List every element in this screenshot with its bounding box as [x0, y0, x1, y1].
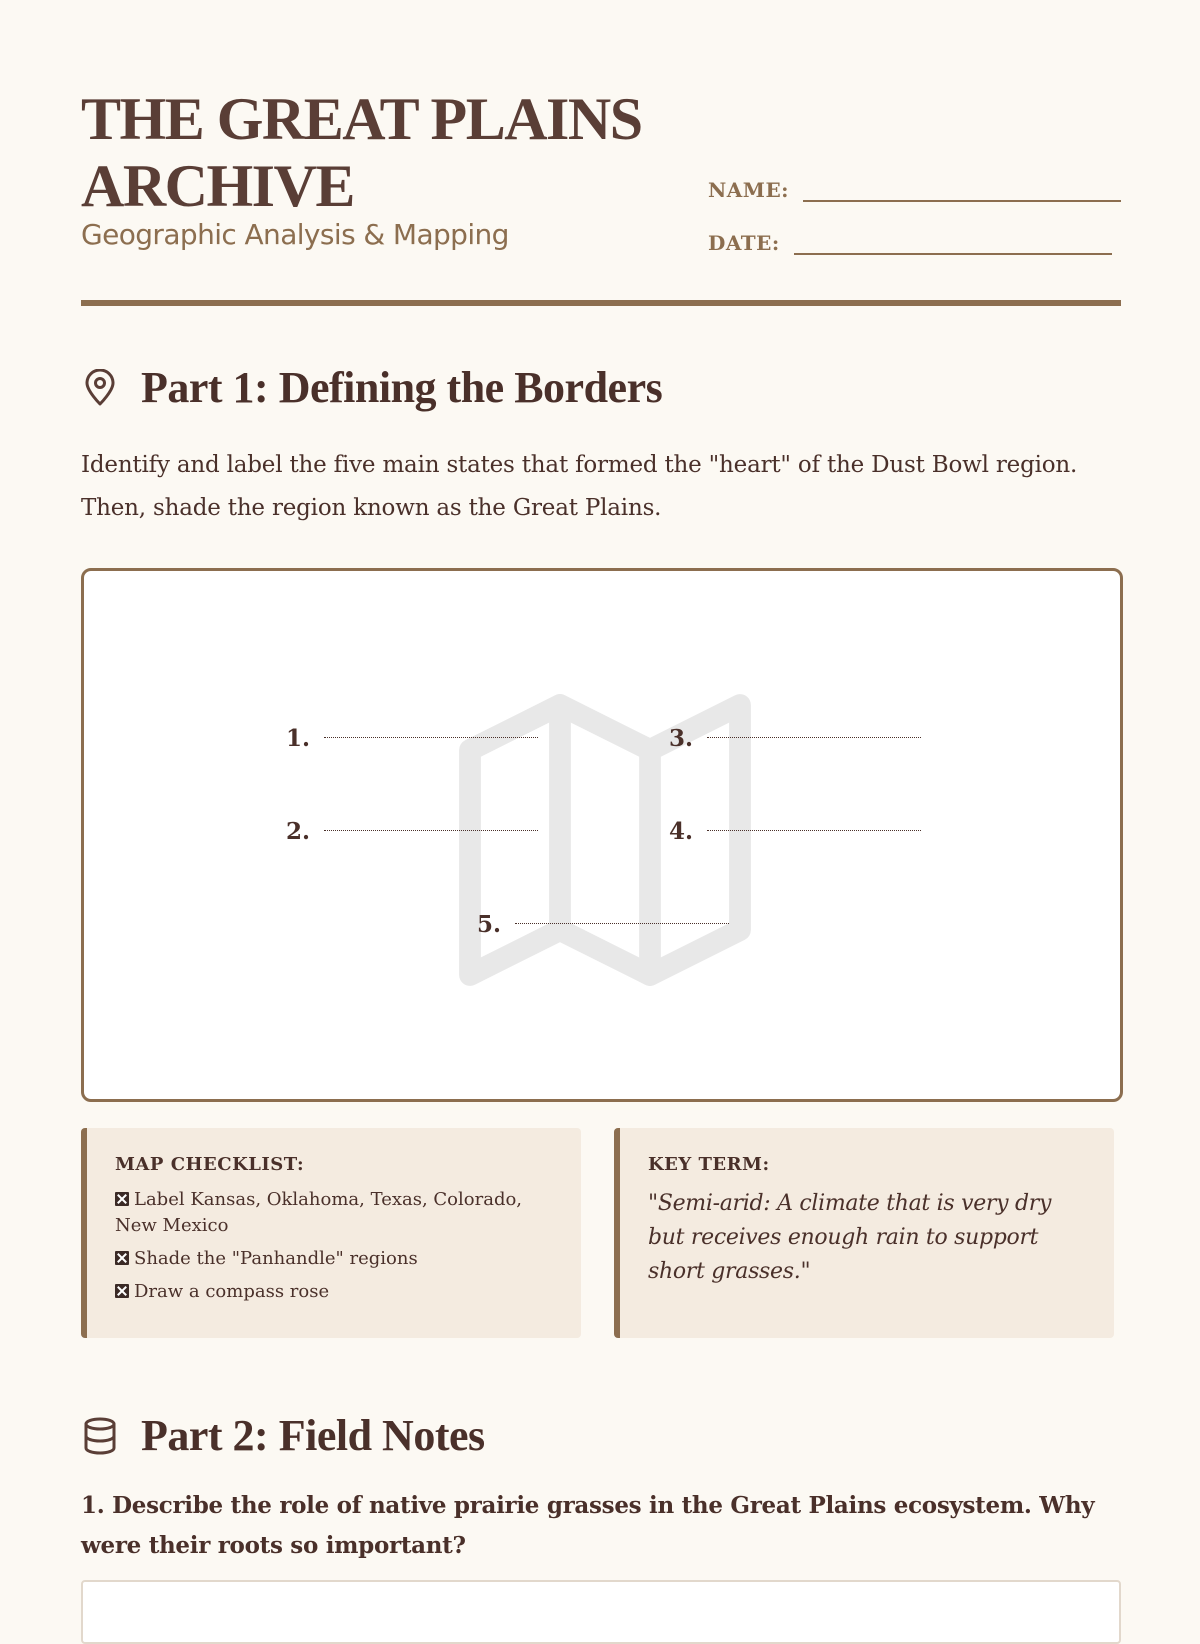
blank-line[interactable] — [707, 737, 921, 738]
key-term-card — [614, 1128, 1114, 1338]
checklist-item[interactable] — [115, 1279, 551, 1305]
map-pin-icon — [81, 369, 119, 407]
blank-number: 3. — [669, 725, 694, 752]
state-blank-5[interactable] — [477, 911, 729, 938]
blank-line[interactable] — [324, 830, 538, 831]
checklist-item-label: Draw a compass rose — [134, 1281, 330, 1302]
map-drawing-area[interactable] — [81, 568, 1123, 1102]
checklist-item[interactable] — [115, 1246, 551, 1272]
blank-line[interactable] — [707, 830, 921, 831]
checklist-heading: MAP CHECKLIST: — [115, 1154, 305, 1175]
answer-box-1[interactable] — [81, 1580, 1121, 1644]
date-field[interactable] — [708, 225, 1112, 255]
checklist-item-label: Shade the "Panhandle" regions — [134, 1248, 418, 1269]
date-label: DATE: — [708, 231, 780, 255]
state-blank-3[interactable] — [669, 725, 921, 752]
date-input-line[interactable] — [794, 225, 1112, 255]
database-icon — [81, 1417, 119, 1455]
blank-line[interactable] — [324, 737, 538, 738]
blank-number: 1. — [286, 725, 311, 752]
title-line-1: THE GREAT PLAINS — [81, 86, 642, 152]
question-1: 1. Describe the role of native prairie grasses in the Great Plains ecosystem. Why were their roots so important? — [81, 1492, 1095, 1559]
state-blank-4[interactable] — [669, 818, 921, 845]
state-blank-1[interactable] — [286, 725, 538, 752]
checked-box-icon[interactable] — [115, 1284, 129, 1298]
checklist-item-label: Label Kansas, Oklahoma, Texas, Colorado, New Mexico — [115, 1189, 523, 1236]
part2-header — [81, 1410, 485, 1461]
key-term-definition: "Semi-arid: A climate that is very dry but receives enough rain to support short grasses." — [648, 1191, 1052, 1284]
checked-box-icon[interactable] — [115, 1192, 129, 1206]
part1-instructions — [81, 444, 1131, 530]
part2-title: Part 2: Field Notes — [141, 1411, 485, 1460]
key-term-heading: KEY TERM: — [648, 1154, 770, 1175]
part1-title: Part 1: Defining the Borders — [141, 363, 663, 412]
map-checklist-card — [81, 1128, 581, 1338]
blank-number: 4. — [669, 818, 694, 845]
blank-line[interactable] — [515, 923, 729, 924]
page-title — [81, 86, 721, 220]
header-divider — [81, 300, 1121, 306]
page-subtitle: Geographic Analysis & Mapping — [81, 218, 509, 251]
instruction-line-2: Then, shade the region known as the Great Plains. — [81, 495, 662, 521]
part1-header — [81, 362, 662, 413]
blank-number: 5. — [477, 911, 502, 938]
title-line-2: ARCHIVE — [81, 153, 354, 219]
blank-number: 2. — [286, 818, 311, 845]
name-input-line[interactable] — [803, 172, 1121, 202]
instruction-line-1: Identify and label the five main states that formed the "heart" of the Dust Bowl region. — [81, 452, 1078, 478]
checklist-item[interactable] — [115, 1187, 551, 1239]
checked-box-icon[interactable] — [115, 1251, 129, 1265]
name-field[interactable] — [708, 172, 1121, 202]
state-blank-2[interactable] — [286, 818, 538, 845]
name-label: NAME: — [708, 178, 790, 202]
